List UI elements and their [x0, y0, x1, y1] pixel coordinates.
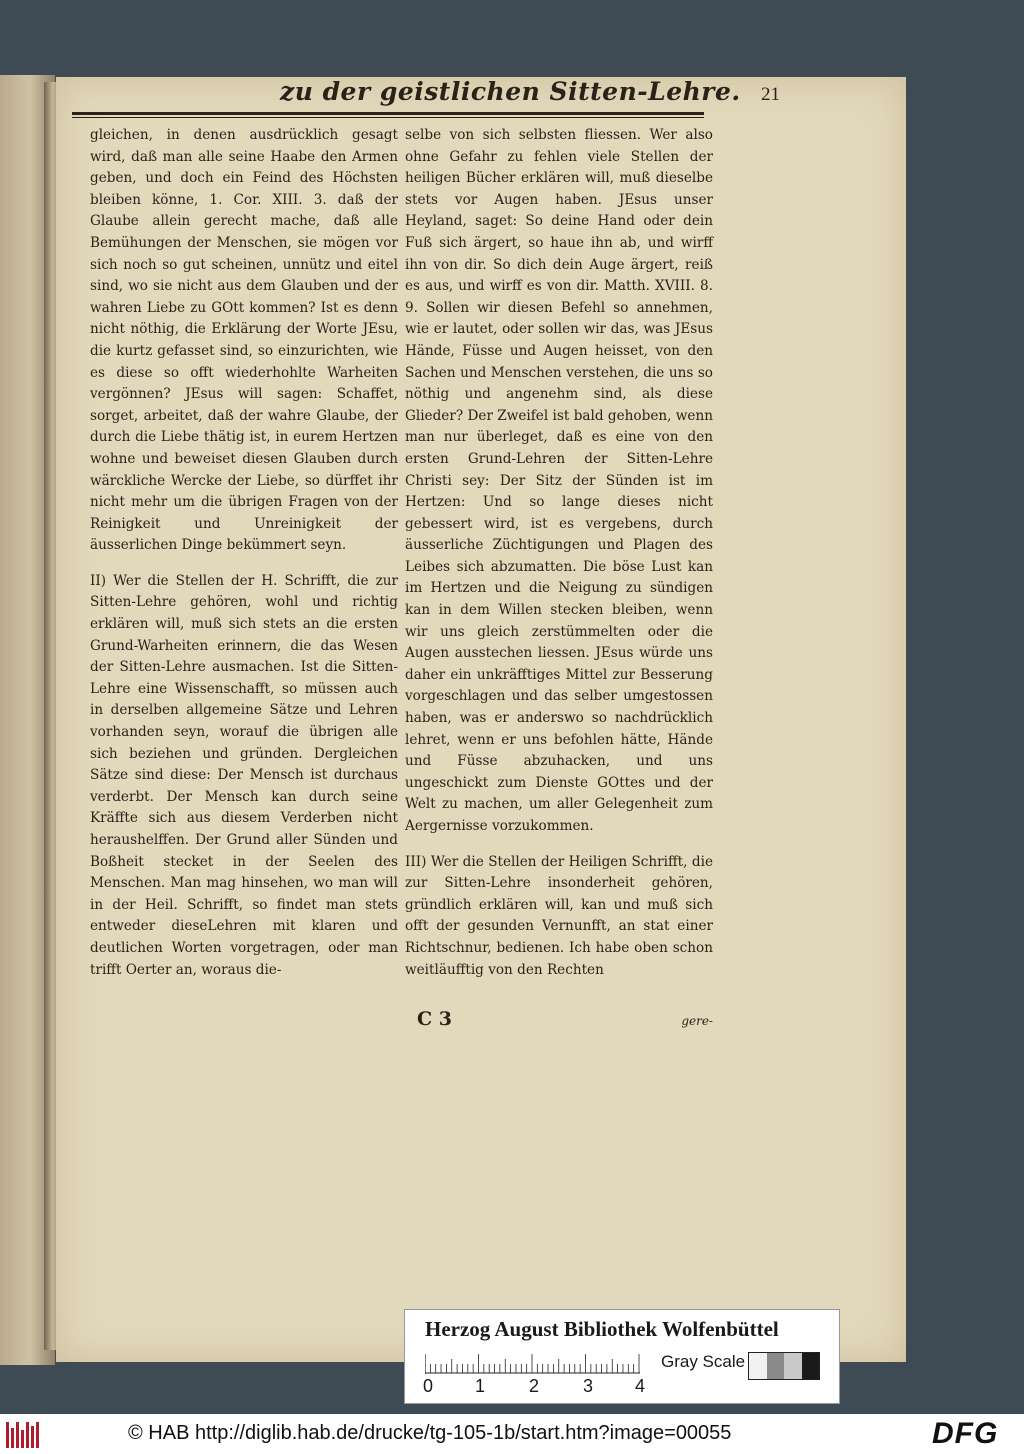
ruler — [425, 1354, 640, 1374]
gray-swatch — [767, 1353, 785, 1379]
signature-mark: C 3 — [417, 1008, 452, 1030]
ruler-number: 0 — [423, 1376, 434, 1396]
paragraph: gleichen, in denen ausdrücklich gesagt wird, daß man alle seine Haabe den Armen geben, und doch ein Feind des Höchsten bleiben könne, 1. Cor. XIII. 3. daß der Glaube allein gerecht mache, daß alle Bemühungen der Menschen, sie mögen vor sich noch so gut scheinen, unnütz und eitel sind, wo sie nicht aus dem Glauben und der wahren Liebe zu GOtt kommen? Ist es denn nicht nöthig, die Erklärung der Worte JEsu, die kurtz gefasset sind, so einzurichten, wie es diese so offt wiederhohlte Warheiten vergönnen? JEsus will sagen: Schaffet, sorget, arbeitet, daß der wahre Glaube, der durch die Liebe thätig ist, in eurem Hertzen wohne und beweiset diesen Glauben durch wärckliche Wercke der Liebe, so dürffet ihr nicht mehr um die übrigen Fragen von der Reinigkeit und Unreinigkeit der äusserlichen Dinge bekümmert seyn. — [90, 127, 398, 554]
dfg-logo: DFG — [932, 1417, 999, 1450]
catchword: gere- — [681, 1014, 713, 1028]
paragraph: II) Wer die Stellen der H. Schrifft, die zur Sitten-Lehre gehören, wohl und richtig erklären will, muß sich stets an die ersten Grund-Warheiten erinnern, die das Wesen der Sitten-Lehre ausmachen. Ist die Sitten-Lehre eine Wissenschafft, so müssen auch in derselben allgemeine Sätze und Lehren vorhanden seyn, worauf die übrigen alle sich beziehen und gründen. Dergleichen Sätze sind diese: Der Mensch ist durchaus verderbt. Der Mensch kan durch seine Kräffte sich aus diesem Verderben nicht heraushelffen. Der Grund aller Sünden und Boßheit stecket in der Seelen des Menschen. Man mag hinsehen, wo man will in der Heil. Schrifft, so findet man stets entweder dieseLehren mit klaren und deutlichen Worten vorgetragen, oder man trifft Oerter an, woraus die- — [90, 572, 398, 978]
library-logo-icon — [6, 1420, 40, 1448]
gray-scale-label: Gray Scale — [661, 1352, 746, 1371]
library-name: Herzog August Bibliothek Wolfenbüttel — [425, 1317, 779, 1341]
page-header — [200, 77, 780, 106]
page-number: 21 — [761, 84, 780, 105]
ruler-number: 3 — [583, 1376, 594, 1396]
gray-scale-swatches — [748, 1352, 820, 1380]
running-title: zu der geistlichen Sitten-Lehre. — [280, 77, 741, 106]
page-footer — [405, 1008, 713, 1030]
copyright-link[interactable]: © HAB http://diglib.hab.de/drucke/tg-105-1b/start.htm?image=00055 — [128, 1422, 732, 1444]
ruler-number: 2 — [529, 1376, 540, 1396]
gray-swatch — [802, 1353, 820, 1379]
paragraph: selbe von sich selbsten fliessen. Wer also ohne Gefahr zu fehlen viele Stellen der heiligen Bücher erklären will, muß dieselbe stets vor Augen haben. JEsus unser Heyland, saget: So deine Hand oder dein Fuß sich ärgert, so haue ihn ab, und wirff ihn von dir. So dich dein Auge ärgert, reiß es aus, und wirff es von dir. Matth. XVIII. 8. 9. Sollen wir diesen Befehl so annehmen, wie er lautet, oder sollen wir das, was JEsus Hände, Füsse und Augen heisset, von den Sachen und Menschen verstehen, die uns so nöthig und angenehm sind, als diese Glieder? Der Zweifel ist bald gehoben, wenn man nur überleget, daß es eine von den ersten Grund-Lehren der Sitten-Lehre Christi sey: Der Sitz der Sünden ist im Hertzen: Und so lange dieses nicht gebessert wird, ist es vergebens, durch äusserliche Züchtigungen und Plagen des Leibes sich abzumatten. Die böse Lust kan im Hertzen und die Neigung zu sündigen kan in dem Willen stecken bleiben, wenn wir uns gleich zerstümmelten oder die Augen ausstechen liessen. JEsus würde uns daher ein unkräfftiges Mittel zur Besserung vorgeschlagen und das selber umgestossen haben, was er anderswo so nachdrücklich lehret, wenn er uns befohlen hätte, Hände und Füsse abzuhacken, und uns ungeschickt zum Dienste GOttes und der Welt zu machen, um aller Gelegenheit zum Aergernisse vorzukommen. — [405, 127, 713, 834]
gray-swatch — [784, 1353, 802, 1379]
bottom-bar — [0, 1414, 1024, 1454]
color-reference-card — [404, 1309, 840, 1404]
ruler-number: 4 — [635, 1376, 646, 1396]
right-column — [405, 125, 713, 995]
paragraph: III) Wer die Stellen der Heiligen Schrifft, die zur Sitten-Lehre insonderheit gehören, gründlich erklären will, kan und muß sich offt der gesunden Vernunfft, an stat einer Richtschnur, bedienen. Ich habe oben schon weitläufftig von den Rechten — [405, 853, 713, 978]
ruler-numbers — [423, 1376, 653, 1398]
left-column — [90, 125, 398, 995]
ruler-number: 1 — [475, 1376, 486, 1396]
gray-swatch — [749, 1353, 767, 1379]
header-rule — [72, 112, 704, 118]
